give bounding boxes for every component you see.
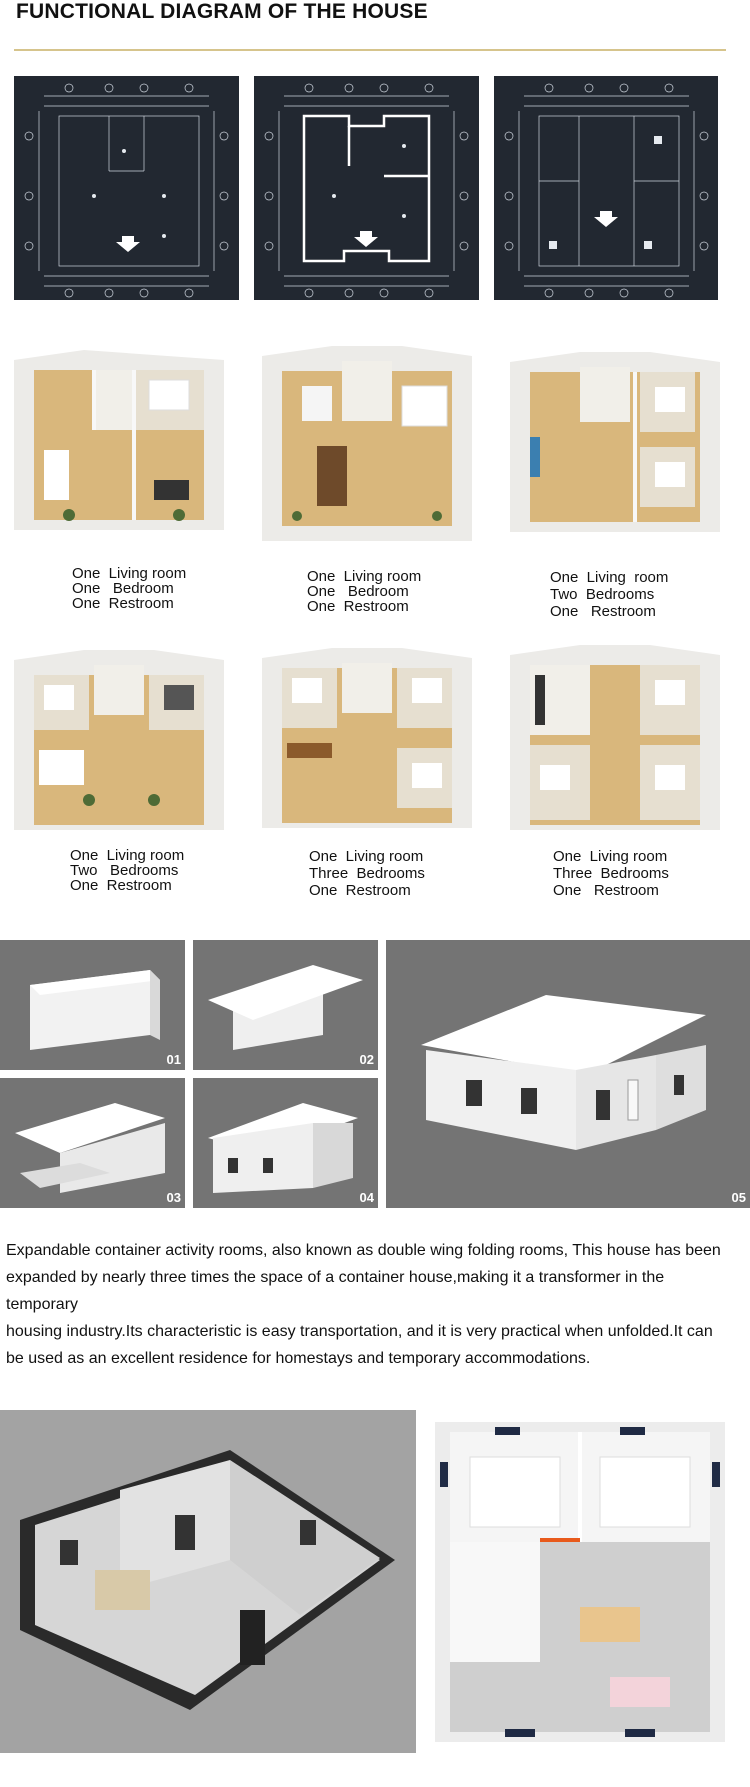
page-title: FUNCTIONAL DIAGRAM OF THE HOUSE — [16, 0, 428, 23]
caption-line: Three Bedrooms — [309, 865, 425, 882]
step-number: 02 — [359, 1052, 374, 1067]
layout-caption-1 — [72, 566, 186, 611]
description-line: expanded by nearly three times the space of a container house,making it a transformer in the — [6, 1269, 665, 1286]
floor-plan-blueprint-2 — [254, 76, 479, 300]
step-number: 05 — [731, 1190, 746, 1205]
caption-line: One Restroom — [72, 595, 174, 612]
unfold-step-04 — [193, 1078, 378, 1208]
layout-render-4 — [14, 650, 224, 835]
caption-line: One Restroom — [309, 882, 411, 899]
interior-3d-render — [0, 1410, 416, 1753]
title-divider — [14, 49, 726, 51]
layout-caption-2 — [307, 569, 421, 614]
floor-plan-blueprint-3 — [494, 76, 718, 300]
caption-line: One Restroom — [307, 598, 409, 615]
caption-line: One Restroom — [553, 882, 659, 899]
layout-caption-5 — [309, 848, 425, 899]
description-line: housing industry.Its characteristic is easy transportation, and it is very practical when unfolded.It can — [6, 1323, 713, 1340]
unfold-step-02 — [193, 940, 378, 1070]
topdown-render — [435, 1422, 725, 1742]
layout-render-5 — [262, 648, 472, 833]
caption-line: One Living room — [553, 848, 668, 865]
layout-caption-4 — [70, 848, 184, 893]
caption-line: One Restroom — [550, 603, 656, 620]
caption-line: Two Bedrooms — [550, 586, 655, 603]
floor-plan-blueprint-1 — [14, 76, 239, 300]
caption-line: One Living room — [307, 568, 422, 585]
caption-line: Three Bedrooms — [553, 865, 669, 882]
step-number: 03 — [166, 1190, 181, 1205]
caption-line: One Living room — [72, 565, 187, 582]
description-line: Expandable container activity rooms, also known as double wing folding rooms, This house has been — [6, 1242, 721, 1259]
product-description — [6, 1237, 750, 1372]
description-line: temporary — [6, 1296, 79, 1313]
caption-line: One Living room — [309, 848, 424, 865]
unfold-step-03 — [0, 1078, 185, 1208]
caption-line: One Bedroom — [72, 580, 174, 597]
caption-line: One Bedroom — [307, 583, 409, 600]
caption-line: One Living room — [70, 847, 185, 864]
layout-render-6 — [510, 645, 720, 835]
caption-line: Two Bedrooms — [70, 862, 179, 879]
layout-render-1 — [14, 350, 224, 535]
caption-line: One Living room — [550, 569, 669, 586]
caption-line: One Restroom — [70, 877, 172, 894]
step-number: 04 — [359, 1190, 374, 1205]
layout-render-2 — [262, 346, 472, 546]
description-line: be used as an excellent residence for homestays and temporary accommodations. — [6, 1350, 591, 1367]
unfold-step-05 — [386, 940, 750, 1208]
step-number: 01 — [166, 1052, 181, 1067]
layout-caption-6 — [553, 848, 669, 899]
layout-render-3 — [510, 352, 720, 537]
unfold-step-01 — [0, 940, 185, 1070]
layout-caption-3 — [550, 569, 668, 620]
